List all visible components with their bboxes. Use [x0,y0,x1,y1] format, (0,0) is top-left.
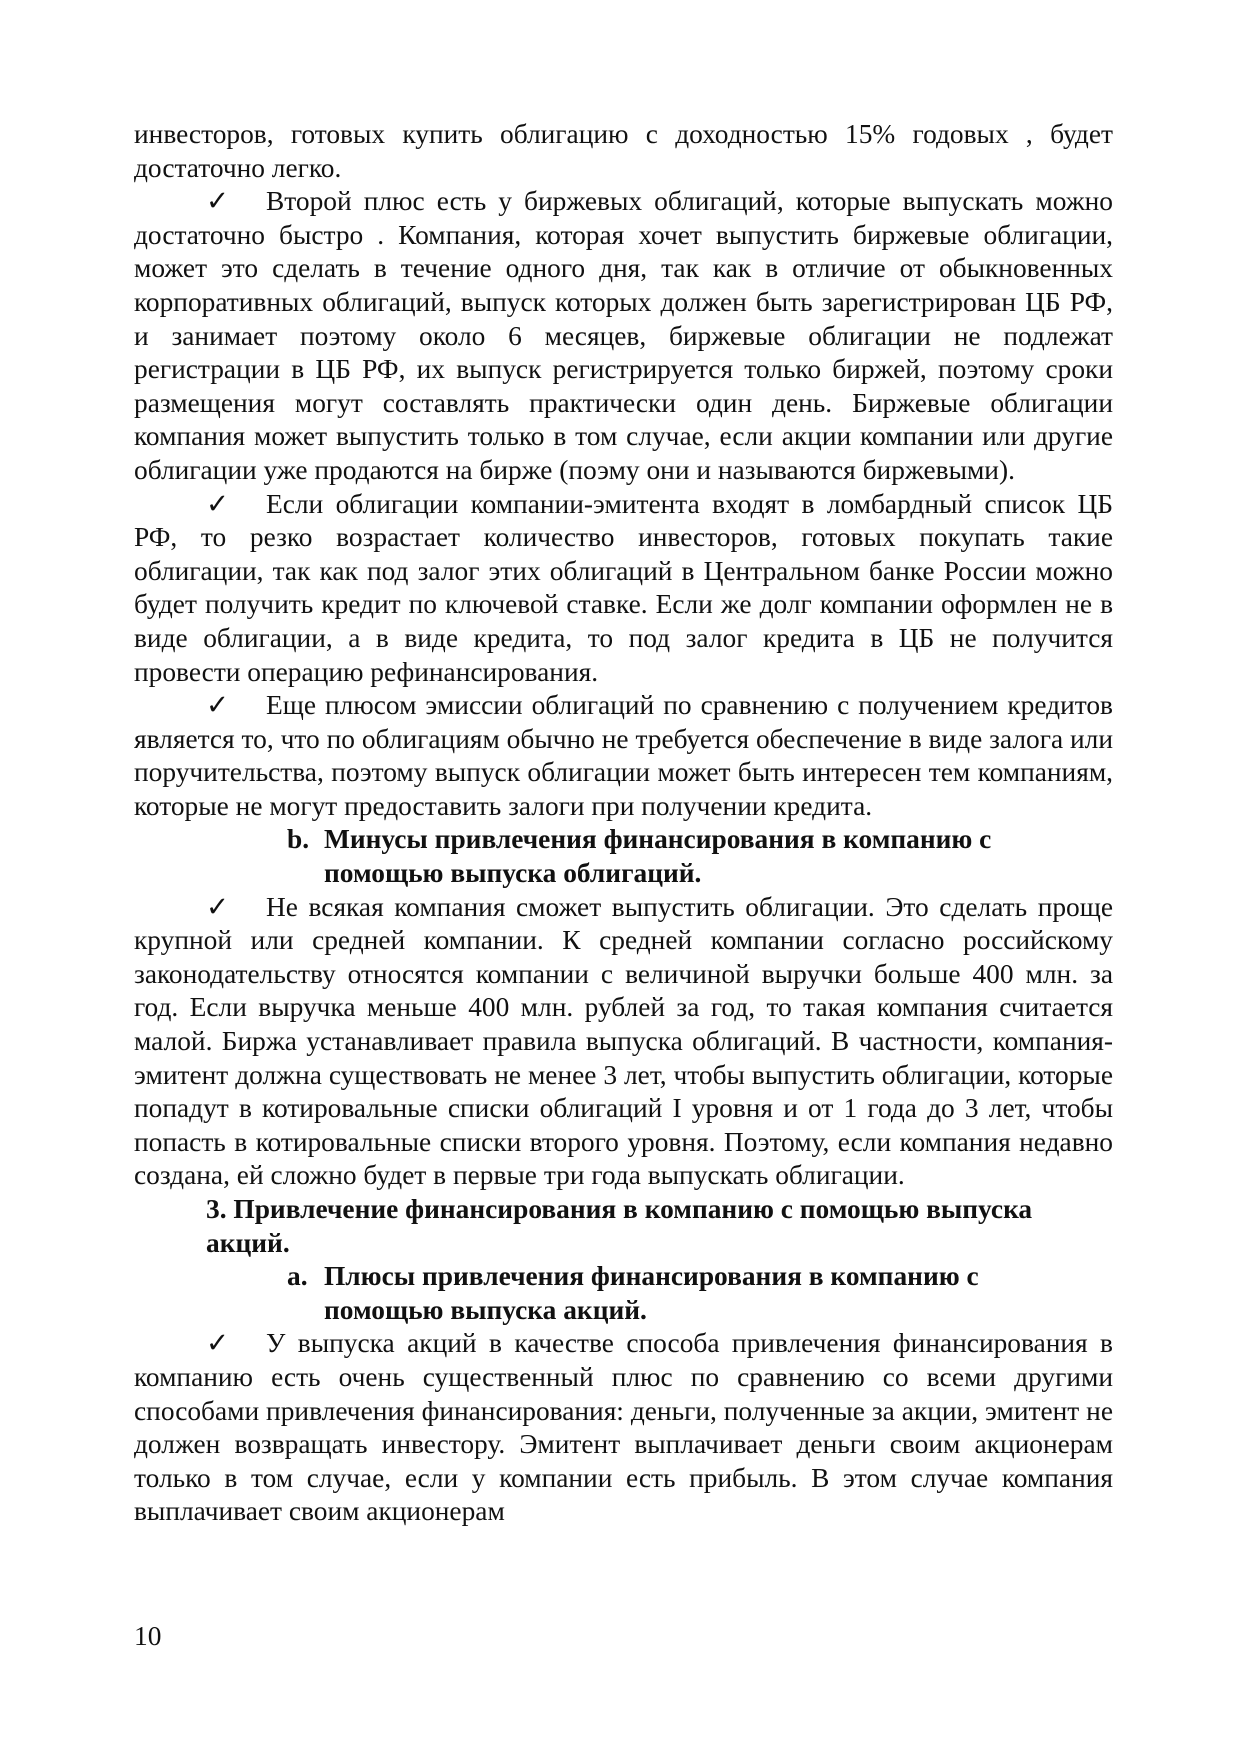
checkmark-icon: ✓ [206,690,229,721]
paragraph-text: Еще плюсом эмиссии облигаций по сравнению с получением кредитов является то, что по облигациям обычно не требуется обеспечение в виде залога или поручительства, поэтому выпуск облигации может быть интересен тем компаниям, которые не могут предоставить залоги при получении кредита. [134,690,1113,821]
checkmark-icon: ✓ [206,891,229,922]
paragraph-text: Второй плюс есть у биржевых облигаций, которые выпускать можно достаточно быстро . Компания, которая хочет выпустить биржевые облигации, может это сделать в течение одного дня, так как в отличие от обыкновенных корпоративных облигаций, выпуск которых должен быть зарегистрирован ЦБ РФ, и занимает поэтому около 6 месяцев, биржевые облигации не подлежат регистрации в ЦБ РФ, их выпуск регистрируется только биржей, поэтому сроки размещения могут составлять практически один день. Биржевые облигации компания может выпустить только в том случае, если акции компании или другие облигации уже продаются на бирже (поэму они и называются биржевыми). [134,186,1113,485]
checkmark-icon: ✓ [206,1328,229,1359]
checkmark-icon: ✓ [206,186,229,217]
heading-section-3: 3. Привлечение финансирования в компанию с помощью выпуска акций. [206,1194,1033,1258]
page-number: 10 [134,1621,162,1651]
checkmark-icon: ✓ [206,488,229,519]
paragraph-company-size [134,891,1113,1193]
heading-marker: b. [287,824,310,855]
paragraph-text: У выпуска акций в качестве способа привлечения финансирования в компанию есть очень существенный плюс по сравнению со всеми другими способами привлечения финансирования: деньги, полученные за акции, эмитент не должен возвращать инвестору. Эмитент выплачивает деньги своим акционерам только в том случае, если у компании есть прибыль. В этом случае компания выплачивает своим акционерам [134,1328,1113,1527]
paragraph-lombard-list [134,488,1113,690]
heading-share-pluses [134,1260,1113,1327]
heading-bond-minuses [134,823,1113,890]
paragraph-exchange-bonds [134,185,1113,487]
paragraph-text: Не всякая компания сможет выпустить облигации. Это сделать проще крупной или средней компании. К средней компании согласно российскому законодательству относятся компании с величиной выручки больше 400 млн. за год. Если выручка меньше 400 млн. рублей за год, то такая компания считается малой. Биржа устанавливает правила выпуска облигаций. В частности, компания-эмитент должна существовать не менее 3 лет, чтобы выпустить облигации, которые попадут в котировальные списки облигаций I уровня и от 1 года до 3 лет, чтобы попасть в котировальные списки второго уровня. Поэтому, если компания недавно создана, ей сложно будет в первые три года выпускать облигации. [134,891,1113,1191]
paragraph-text: Если облигации компании-эмитента входят в ломбардный список ЦБ РФ, то резко возрастает количество инвесторов, готовых покупать такие облигации, так как под залог этих облигаций в Центральном банке России можно будет получить кредит по ключевой ставке. Если же долг компании оформлен не в виде облигации, а в виде кредита, то под залог кредита в ЦБ не получится провести операцию рефинансирования. [134,488,1113,687]
heading-text: Минусы привлечения финансирования в компанию с помощью выпуска облигаций. [324,824,992,889]
paragraph-continuation: инвесторов, готовых купить облигацию с доходностью 15% годовых , будет достаточно легко. [134,119,1113,183]
heading-marker: a. [287,1261,308,1292]
heading-text: Плюсы привлечения финансирования в компанию с помощью выпуска акций. [324,1261,979,1325]
paragraph-share-advantage [134,1327,1113,1529]
paragraph-no-collateral [134,689,1113,823]
document-page [134,118,1113,1529]
